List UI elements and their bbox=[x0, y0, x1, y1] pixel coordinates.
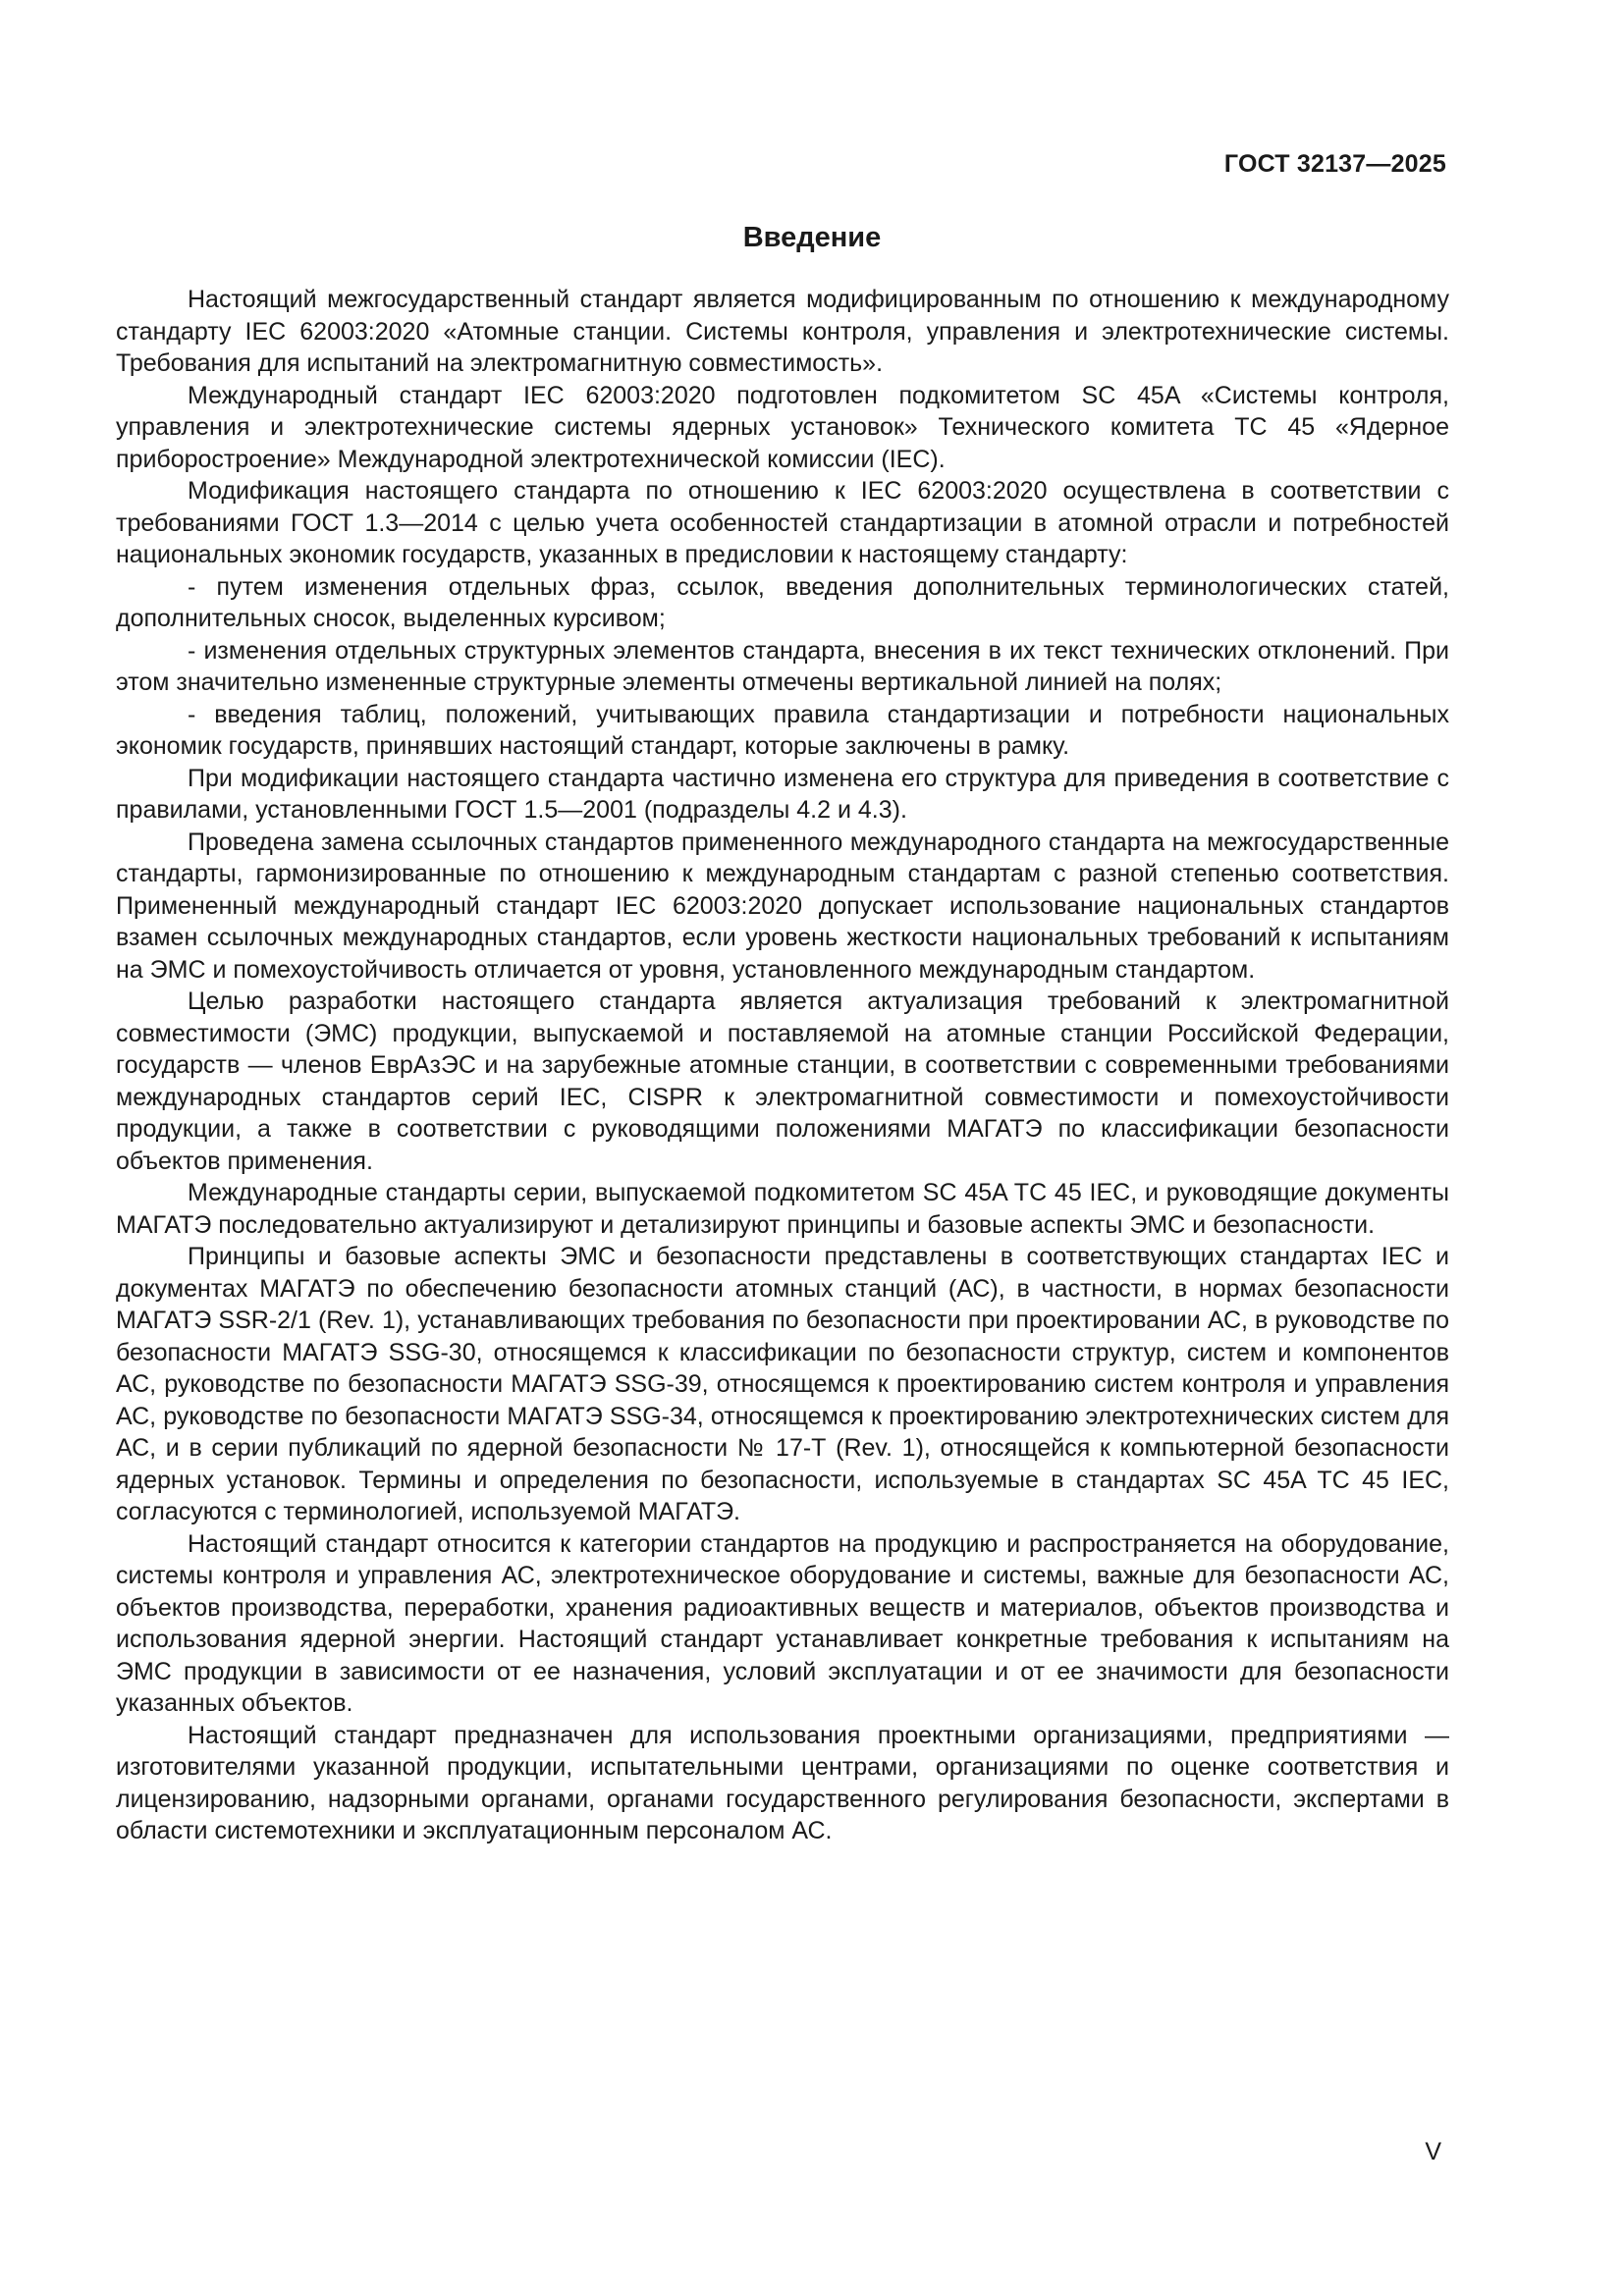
paragraph: Проведена замена ссылочных стандартов примененного международного стандарта на межгосударственные стандарты, гармонизированные по отношению к международным стандартам с разной степенью соответствия. Примененный международный стандарт IEC 62003:2020 допускает использование национальных стандартов взамен ссылочных международных стандартов, если уровень жесткости национальных требований к испытаниям на ЭМС и помехоустойчивость отличается от уровня, установленного международным стандартом. bbox=[116, 828, 1449, 984]
paragraph: Настоящий стандарт предназначен для использования проектными организациями, предприятиями — изготовителями указанной продукции, испытательными центрами, организациями по оценке соответствия и лицензированию, надзорными органами, органами государственного регулирования безопасности, экспертами в области системотехники и эксплуатационным персоналом АС. bbox=[116, 1721, 1449, 1844]
section-title: Введение bbox=[742, 222, 882, 253]
list-item: - введения таблиц, положений, учитывающих правила стандартизации и потребности национальных экономик государств, принявших настоящий стандарт, которые заключены в рамку. bbox=[116, 700, 1449, 760]
paragraph: Международные стандарты серии, выпускаемой подкомитетом SC 45A TC 45 IEC, и руководящие документы МАГАТЭ последовательно актуализируют и детализируют принципы и базовые аспекты ЭМС и безопасности. bbox=[116, 1179, 1449, 1239]
paragraph: Настоящий стандарт относится к категории стандартов на продукцию и распространяется на оборудование, системы контроля и управления АС, электротехническое оборудование и системы, важные для безопасности АС, объектов производства, переработки, хранения радиоактивных веществ и материалов, объектов производства и использования ядерной энергии. Настоящий стандарт устанавливает конкретные требования к испытаниям на ЭМС продукции в зависимости от ее назначения, условий эксплуатации и от ее значимости для безопасности указанных объектов. bbox=[116, 1529, 1449, 1717]
paragraph: Модификация настоящего стандарта по отношению к IEC 62003:2020 осуществлена в соответствии с требованиями ГОСТ 1.3—2014 с целью учета особенностей стандартизации в атомной отрасли и потребностей национальных экономик государств, указанных в предисловии к настоящему стандарту: bbox=[116, 477, 1449, 568]
paragraph: Целью разработки настоящего стандарта является актуализация требований к электромагнитной совместимости (ЭМС) продукции, выпускаемой и поставляемой на атомные станции Российской Федерации, государств — членов ЕврАзЭС и на зарубежные атомные станции, в соответствии с современными требованиями международных стандартов серий IEC, CISPR к электромагнитной совместимости и помехоустойчивости продукции, а также в соответствии с руководящими положениями МАГАТЭ по классификации безопасности объектов применения. bbox=[116, 988, 1449, 1175]
paragraph: При модификации настоящего стандарта частично изменена его структура для приведения в соответствие с правилами, установленными ГОСТ 1.5—2001 (подразделы 4.2 и 4.3). bbox=[116, 764, 1449, 824]
paragraph: Принципы и базовые аспекты ЭМС и безопасности представлены в соответствующих стандартах IEC и документах МАГАТЭ по обеспечению безопасности атомных станций (АС), в частности, в нормах безопасности МАГАТЭ SSR-2/1 (Rev. 1), устанавливающих требования по безопасности при проектировании АС, в руководстве по безопасности МАГАТЭ SSG-30, относящемся к классификации по безопасности структур, систем и компонентов АС, руководстве по безопасности МАГАТЭ SSG-39, относящемся к проектированию систем контроля и управления АС, руководстве по безопасности МАГАТЭ SSG-34, относящемся к проектированию электротехнических систем для АС, и в серии публикаций по ядерной безопасности № 17-Т (Rev. 1), относящейся к компьютерной безопасности ядерных установок. Термины и определения по безопасности, используемые в стандартах SC 45A TC 45 IEC, согласуются с терминологией, используемой МАГАТЭ. bbox=[116, 1243, 1449, 1525]
paragraph: Настоящий межгосударственный стандарт является модифицированным по отношению к международному стандарту IEC 62003:2020 «Атомные станции. Системы контроля, управления и электротехнические системы. Требования для испытаний на электромагнитную совместимость». bbox=[116, 286, 1449, 377]
standard-code: ГОСТ 32137—2025 bbox=[1223, 150, 1446, 178]
body-text bbox=[116, 284, 1449, 1847]
list-item: - изменения отдельных структурных элементов стандарта, внесения в их текст технических отклонений. При этом значительно измененные структурные элементы отмечены вертикальной линией на полях; bbox=[116, 636, 1449, 696]
list-item: - путем изменения отдельных фраз, ссылок, введения дополнительных терминологических статей, дополнительных сносок, выделенных курсивом; bbox=[116, 572, 1449, 632]
paragraph: Международный стандарт IEC 62003:2020 подготовлен подкомитетом SC 45A «Системы контроля, управления и электротехнические системы ядерных установок» Технического комитета ТС 45 «Ядерное приборостроение» Международной электротехнической комиссии (IEC). bbox=[116, 381, 1449, 473]
page-number: V bbox=[1425, 2138, 1441, 2165]
